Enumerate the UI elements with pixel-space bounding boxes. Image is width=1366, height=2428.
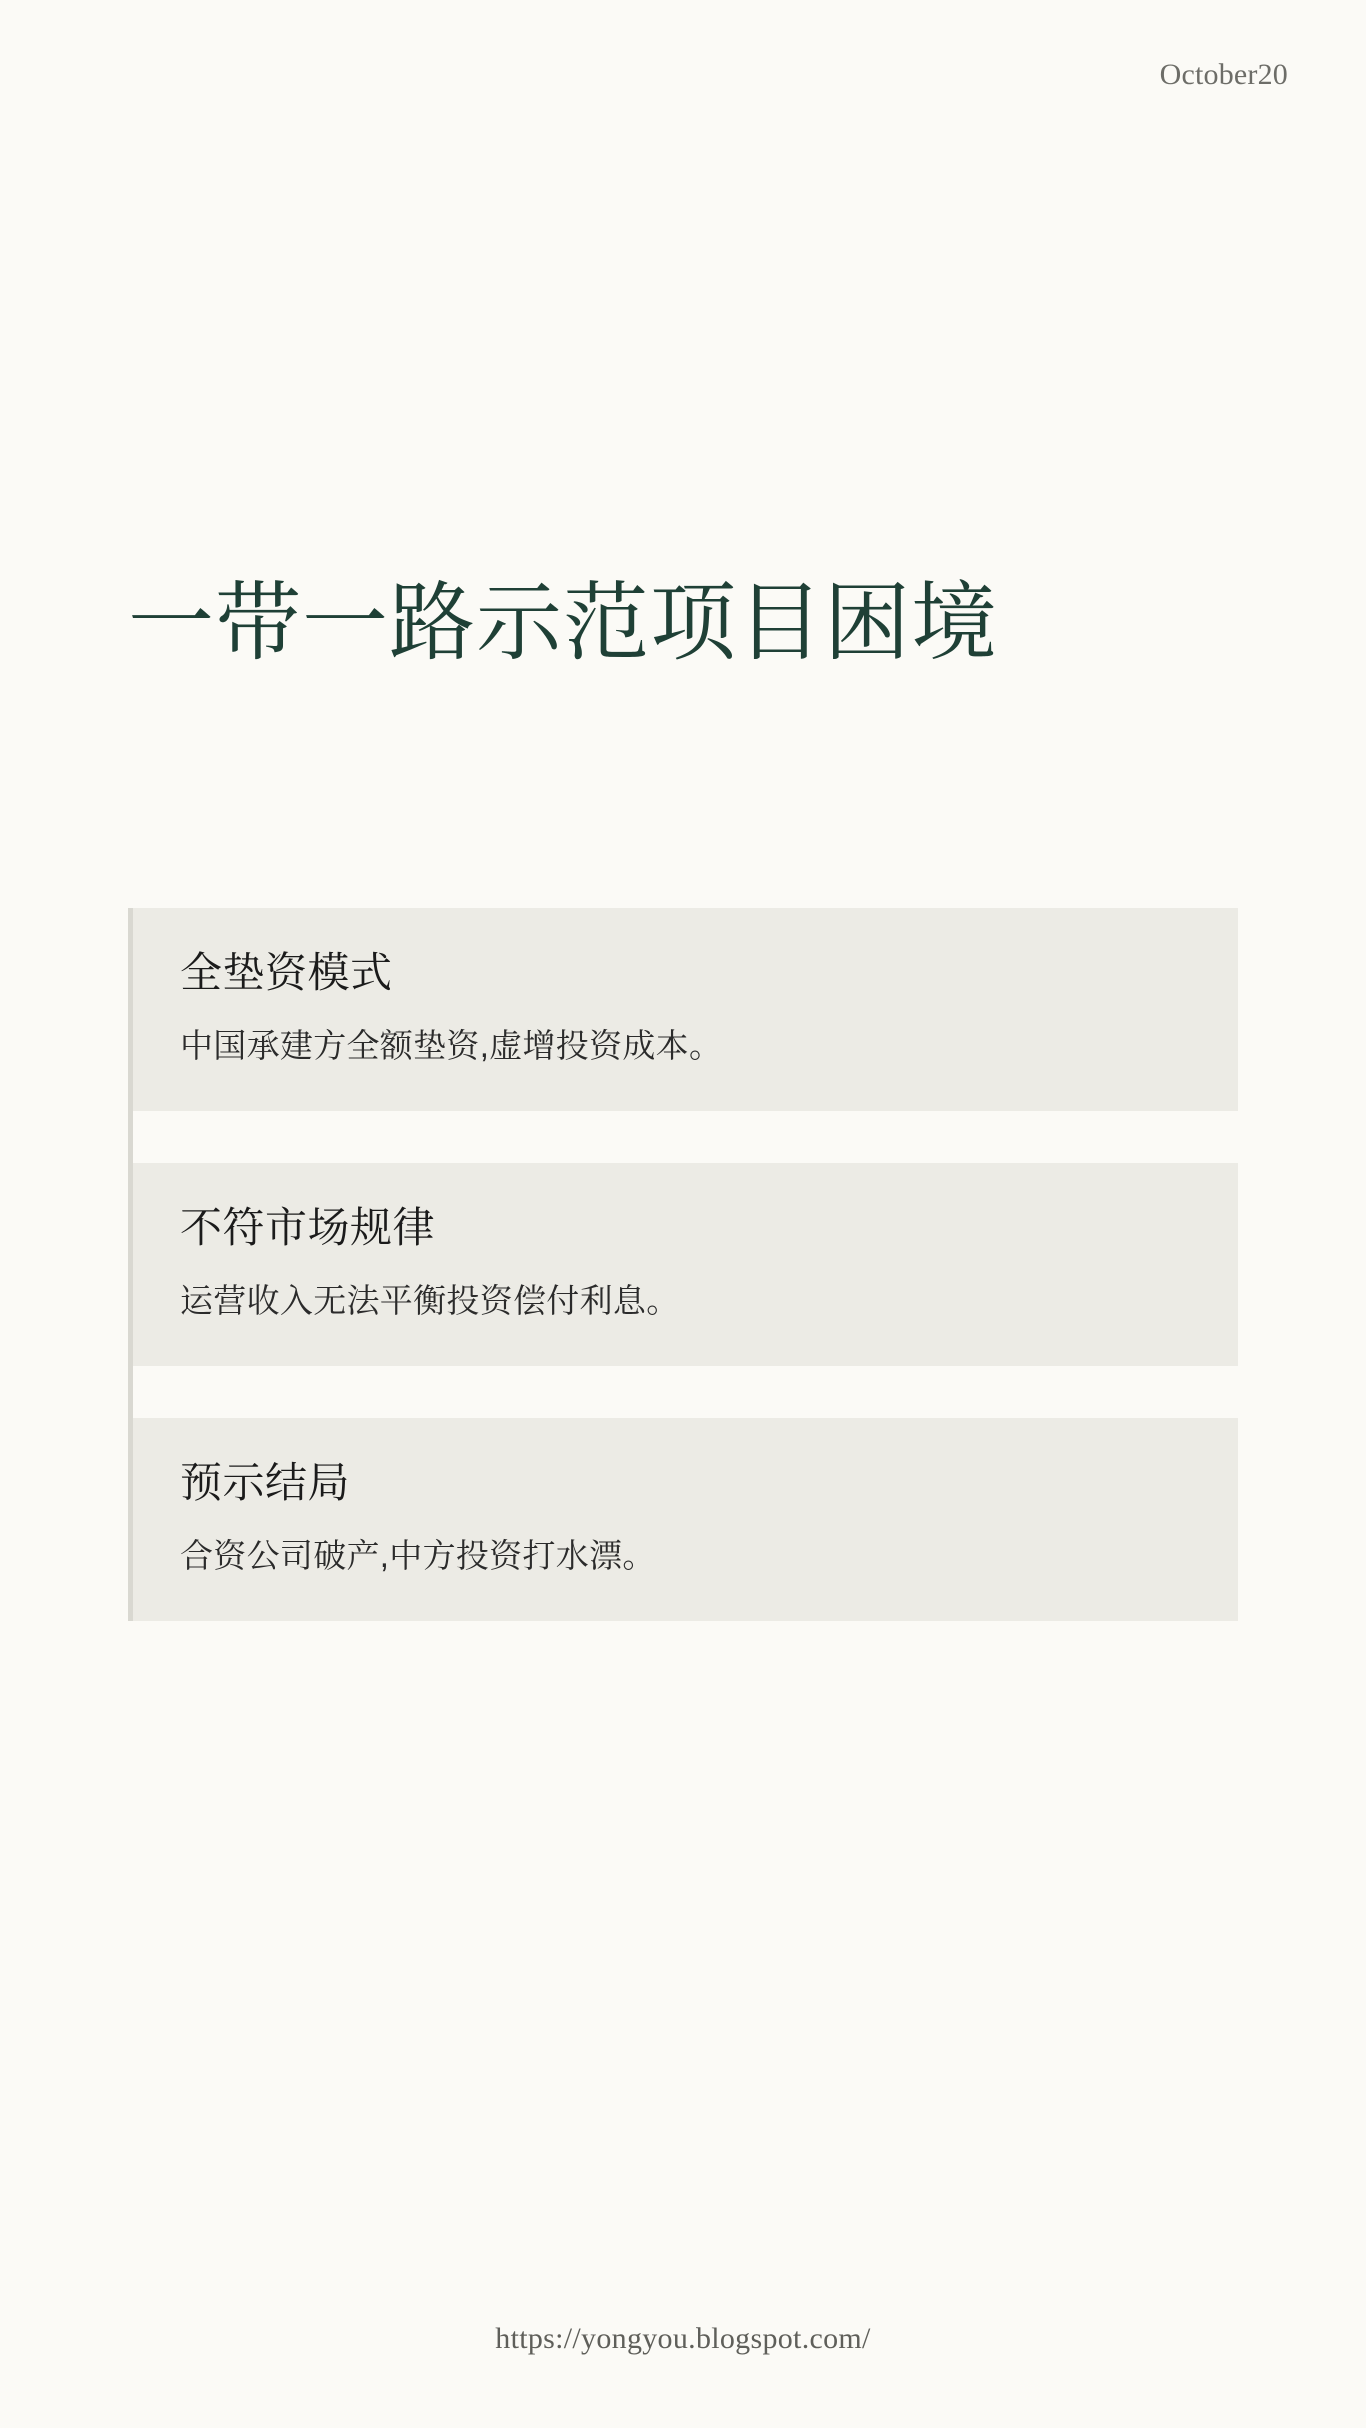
list-item (128, 1418, 1238, 1621)
card-title: 不符市场规律 (180, 1203, 436, 1251)
card-title: 全垫资模式 (180, 949, 393, 996)
list-item (128, 908, 1238, 1111)
date-label: October20 (1159, 58, 1288, 91)
card-title: 预示结局 (180, 1458, 351, 1506)
card-body: 运营收入无法平衡投资偿付利息。 (180, 1282, 680, 1320)
list-item (128, 1163, 1238, 1366)
card-body: 中国承建方全额垫资,虚增投资成本。 (180, 1027, 723, 1065)
page-title: 一带一路示范项目困境 (128, 574, 998, 671)
card-body: 合资公司破产,中方投资打水漂。 (180, 1537, 656, 1575)
footer-url[interactable]: https://yongyou.blogspot.com/ (495, 2322, 871, 2355)
card-list (128, 908, 1238, 1621)
